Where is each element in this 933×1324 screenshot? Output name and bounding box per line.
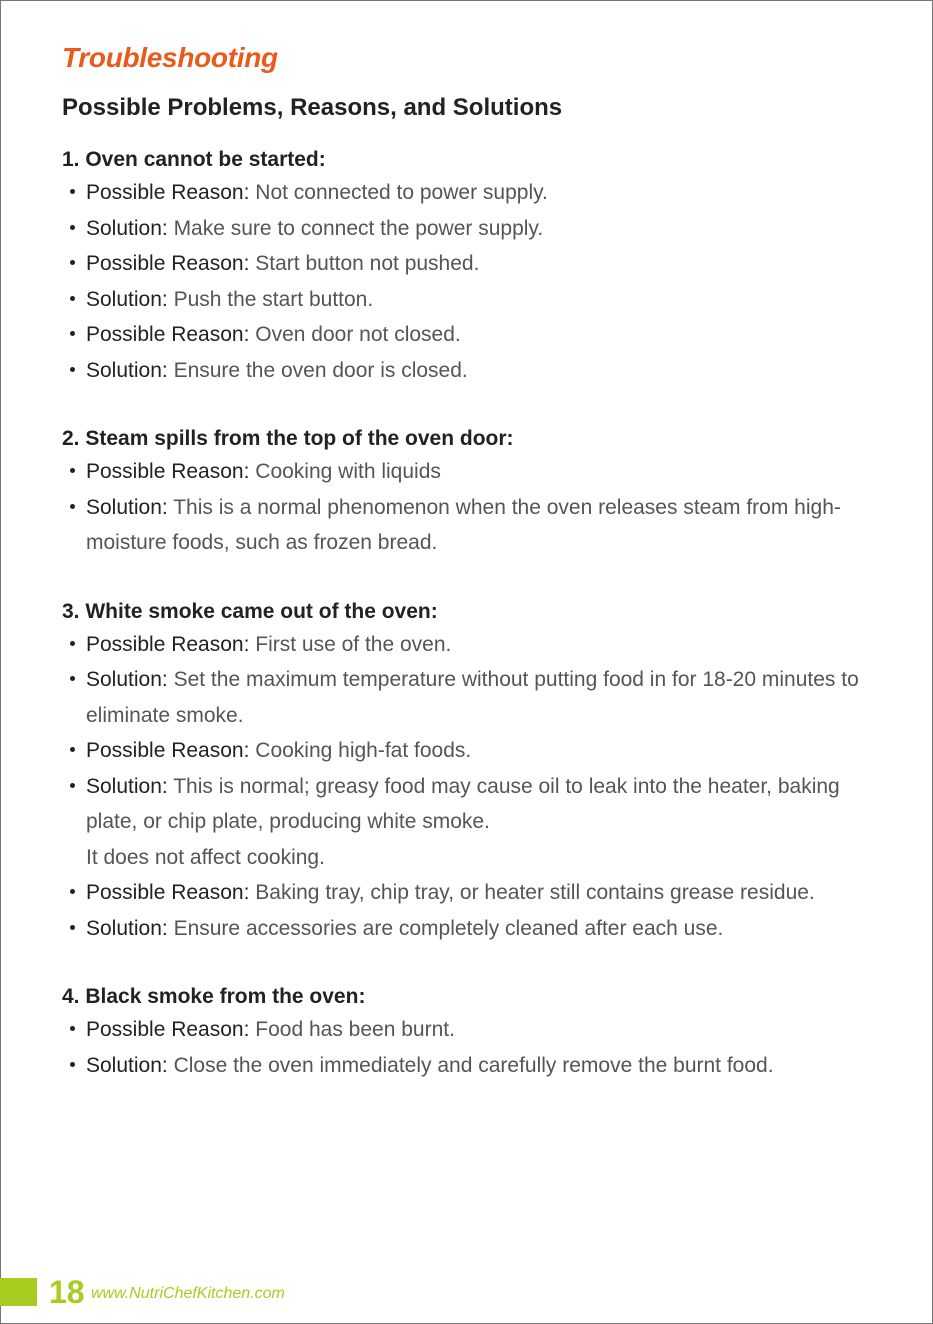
troubleshooting-sections xyxy=(62,145,892,1119)
item-label: Solution: xyxy=(86,495,168,519)
item-label: Solution: xyxy=(86,1053,168,1077)
list-item xyxy=(62,246,892,282)
item-label: Solution: xyxy=(86,916,168,940)
item-label: Possible Reason: xyxy=(86,881,250,904)
list-item xyxy=(62,662,892,733)
section-heading: 4. Black smoke from the oven: xyxy=(62,985,366,1008)
item-text: Cooking high-fat foods. xyxy=(249,739,472,762)
list-item xyxy=(62,353,892,389)
item-text: Start button not pushed. xyxy=(249,252,480,275)
list-item xyxy=(62,627,892,663)
list-item xyxy=(62,1048,892,1084)
section-white-smoke xyxy=(62,597,892,947)
page-title: Troubleshooting xyxy=(62,42,278,73)
item-label: Solution: xyxy=(86,668,168,691)
list-item xyxy=(62,317,892,353)
item-text: Cooking with liquids xyxy=(249,460,441,483)
item-label: Possible Reason: xyxy=(86,632,250,656)
item-label: Solution: xyxy=(86,287,168,311)
list-item xyxy=(62,175,892,211)
item-text: Baking tray, chip tray, or heater still contains grease residue. xyxy=(249,881,815,904)
item-label: Possible Reason: xyxy=(86,323,250,346)
item-text: This is normal; greasy food may cause oil to leak into the heater, baking plate, or chip plate, producing white smoke. xyxy=(86,774,840,833)
item-text: Oven door not closed. xyxy=(249,323,461,346)
list-item xyxy=(62,769,892,876)
item-label: Possible Reason: xyxy=(86,460,250,483)
item-text: Push the start button. xyxy=(167,287,374,311)
page-subtitle: Possible Problems, Reasons, and Solutions xyxy=(62,94,563,121)
item-label: Possible Reason: xyxy=(86,181,250,204)
item-text: Not connected to power supply. xyxy=(249,181,548,204)
item-label: Possible Reason: xyxy=(86,739,250,762)
footer-accent-bar xyxy=(0,1278,37,1306)
list-item xyxy=(62,875,892,911)
list-item xyxy=(62,1012,892,1048)
item-label: Solution: xyxy=(86,358,168,382)
item-text: Ensure accessories are completely cleaned after each use. xyxy=(167,916,724,940)
item-label: Possible Reason: xyxy=(86,1018,250,1041)
section-heading: 3. White smoke came out of the oven: xyxy=(62,599,438,623)
section-heading: 2. Steam spills from the top of the oven door: xyxy=(62,427,514,450)
item-text: Food has been burnt. xyxy=(249,1018,455,1041)
item-text: Make sure to connect the power supply. xyxy=(167,216,544,240)
page-number: 18 xyxy=(49,1274,85,1310)
item-text: This is a normal phenomenon when the oven releases steam from high-moisture foods, such as frozen bread. xyxy=(86,495,841,554)
list-item xyxy=(62,211,892,247)
list-item xyxy=(62,282,892,318)
list-item xyxy=(62,490,892,561)
section-black-smoke xyxy=(62,982,892,1083)
item-label: Possible Reason: xyxy=(86,252,250,275)
item-label: Solution: xyxy=(86,774,168,798)
section-steam-spills xyxy=(62,424,892,561)
item-text: Close the oven immediately and carefully remove the burnt food. xyxy=(167,1053,774,1077)
item-text: Set the maximum temperature without putting food in for 18-20 minutes to eliminate smoke. xyxy=(86,668,859,727)
list-item xyxy=(62,911,892,947)
item-text: Ensure the oven door is closed. xyxy=(167,358,468,382)
section-oven-cannot-start xyxy=(62,145,892,388)
item-text: First use of the oven. xyxy=(249,632,452,656)
item-extra-text: It does not affect cooking. xyxy=(86,845,325,869)
list-item xyxy=(62,733,892,769)
item-label: Solution: xyxy=(86,216,168,240)
list-item xyxy=(62,454,892,490)
section-heading: 1. Oven cannot be started: xyxy=(62,148,326,171)
website-link[interactable]: www.NutriChefKitchen.com xyxy=(91,1285,285,1302)
